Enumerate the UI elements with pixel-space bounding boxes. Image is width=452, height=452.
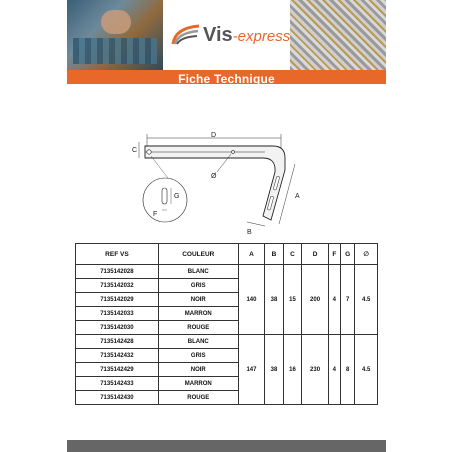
dim-cell: 4.5 [355, 335, 378, 405]
spec-table [75, 243, 378, 405]
dim-cell: 4.5 [355, 265, 378, 335]
table-row [76, 335, 378, 349]
ref-cell: 7135142033 [76, 307, 159, 321]
dim-cell: 140 [238, 265, 265, 335]
dim-d-label: D [211, 132, 217, 139]
dim-c-label: C [132, 147, 138, 154]
dim-cell: 38 [265, 335, 284, 405]
bracket-hole [232, 151, 235, 154]
color-cell: ROUGE [158, 391, 238, 405]
col-header: G [340, 244, 355, 265]
dim-cell: 15 [283, 265, 302, 335]
color-cell: BLANC [158, 335, 238, 349]
dim-g-label: G [174, 193, 180, 200]
logo-swoosh-icon [171, 22, 201, 46]
color-cell: GRIS [158, 349, 238, 363]
footer-bar [67, 440, 386, 452]
ref-cell: 7135142428 [76, 335, 159, 349]
ref-cell: 7135142429 [76, 363, 159, 377]
col-header: COULEUR [158, 244, 238, 265]
col-header: ∅ [355, 244, 378, 265]
color-cell: ROUGE [158, 321, 238, 335]
header-banner [67, 0, 386, 70]
dim-cell: 7 [340, 265, 355, 335]
dim-cell: 4 [328, 265, 340, 335]
title-bar [67, 70, 386, 84]
dim-cell: 147 [238, 335, 265, 405]
table-header-row [76, 244, 378, 265]
table-row [76, 265, 378, 279]
col-header: B [265, 244, 284, 265]
bracket-end-hole [147, 150, 151, 154]
dim-b-label: B [247, 229, 252, 236]
ref-cell: 7135142432 [76, 349, 159, 363]
ref-cell: 7135142030 [76, 321, 159, 335]
dim-cell: 200 [302, 265, 329, 335]
color-cell: NOIR [158, 363, 238, 377]
color-cell: MARRON [158, 377, 238, 391]
logo-name: Vis [203, 24, 233, 46]
dim-cell: 38 [265, 265, 284, 335]
col-header: REF VS [76, 244, 159, 265]
ref-cell: 7135142433 [76, 377, 159, 391]
tool-tray-image [73, 38, 157, 64]
dim-a-label: A [295, 193, 300, 200]
dim-cell: 4 [328, 335, 340, 405]
dim-cell: 16 [283, 335, 302, 405]
color-cell: GRIS [158, 279, 238, 293]
logo [163, 0, 290, 70]
detail-slot [162, 188, 167, 204]
color-cell: NOIR [158, 293, 238, 307]
logo-suffix: -express [232, 28, 291, 45]
dim-diameter-label: Ø [211, 173, 217, 180]
col-header: C [283, 244, 302, 265]
header-photo-screws [290, 0, 386, 70]
dim-b-line [247, 222, 265, 226]
bracket-drawing [123, 128, 323, 238]
color-cell: MARRON [158, 307, 238, 321]
col-header: F [328, 244, 340, 265]
ref-cell: 7135142028 [76, 265, 159, 279]
dim-cell: 8 [340, 335, 355, 405]
header-photo-tools [67, 0, 163, 70]
page-title: Fiche Technique [178, 72, 275, 86]
ref-cell: 7135142032 [76, 279, 159, 293]
hand-image [101, 10, 131, 34]
ref-cell: 7135142430 [76, 391, 159, 405]
color-cell: BLANC [158, 265, 238, 279]
ref-cell: 7135142029 [76, 293, 159, 307]
col-header: A [238, 244, 265, 265]
dim-cell: 230 [302, 335, 329, 405]
technical-sheet [67, 0, 386, 452]
dim-f-label: F [153, 211, 158, 218]
col-header: D [302, 244, 329, 265]
